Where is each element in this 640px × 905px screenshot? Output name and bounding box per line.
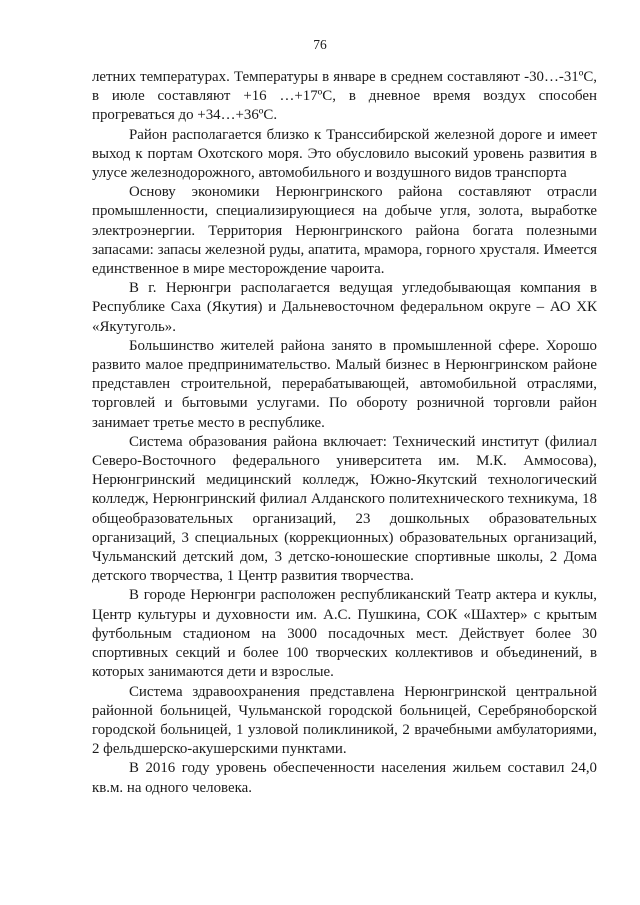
paragraph-climate-continued: летних температурах. Температуры в январе в среднем составляют -30…-31ºС, в июле составляют +16 …+17ºС, в дневное время воздух способен прогреваться до +34…+36ºС. [92,69,597,124]
paragraph-economy: Основу экономики Нерюнгринского района составляют отрасли промышленности, специализирующиеся на добыче угля, золота, выработке электроэнергии. Территория Нерюнгринского района богата полезными запасами: запасы железной руды, апатита, мрамора, горного хрусталя. Имеется единственное в мире месторождение чароита. [92,184,597,278]
paragraph-transport: Район располагается близко к Транссибирской железной дороге и имеет выход к портам Охотского моря. Это обусловило высокий уровень развития в улусе железнодорожного, автомобильного и воздушного видов транспорта [92,126,597,182]
paragraph-housing: В 2016 году уровень обеспеченности населения жильем составил 24,0 кв.м. на одного человека. [92,760,597,796]
page-number: 76 [313,37,327,52]
paragraph-coal-company: В г. Нерюнгри располагается ведущая угледобывающая компания в Республике Саха (Якутия) и Дальневосточном федеральном округе – АО ХК «Якутуголь». [92,280,597,335]
paragraph-industry-business: Большинство жителей района занято в промышленной сфере. Хорошо развито малое предпринимательство. Малый бизнес в Нерюнгринском районе представлен строительной, перерабатывающей, автомобильной отраслями, торговлей и бытовыми услугами. По обороту розничной торговли район занимает третье место в республике. [92,337,597,431]
paragraph-education: Система образования района включает: Технический институт (филиал Северо-Восточного федерального университета им. М.К. Аммосова), Нерюнгринский медицинский колледж, Южно-Якутский технологический колледж, Нерюнгринский филиал Алданского политехнического техникума, 18 общеобразовательных организаций, 23 дошкольных образовательных организаций, 3 специальных (коррекционных) образовательных организаций, Чульманский детский дом, 3 детско-юношеские спортивные школы, 2 Дома детского творчества, 1 Центр развития творчества. [92,433,597,585]
paragraph-healthcare: Система здравоохранения представлена Нерюнгринской центральной районной больницей, Чульманской городской больницей, Серебряноборской городской больницей, 1 узловой поликлиникой, 2 врачебными амбулаториями, 2 фельдшерско-акушерскими пунктами. [92,683,597,758]
paragraph-culture-sports: В городе Нерюнгри расположен республиканский Театр актера и куклы, Центр культуры и духовности им. А.С. Пушкина, СОК «Шахтер» с крытым футбольным стадионом на 3000 посадочных мест. Действует более 30 спортивных секций и более 100 творческих коллективов и объединений, в которых занимаются дети и взрослые. [92,587,597,681]
page-body [92,68,597,798]
